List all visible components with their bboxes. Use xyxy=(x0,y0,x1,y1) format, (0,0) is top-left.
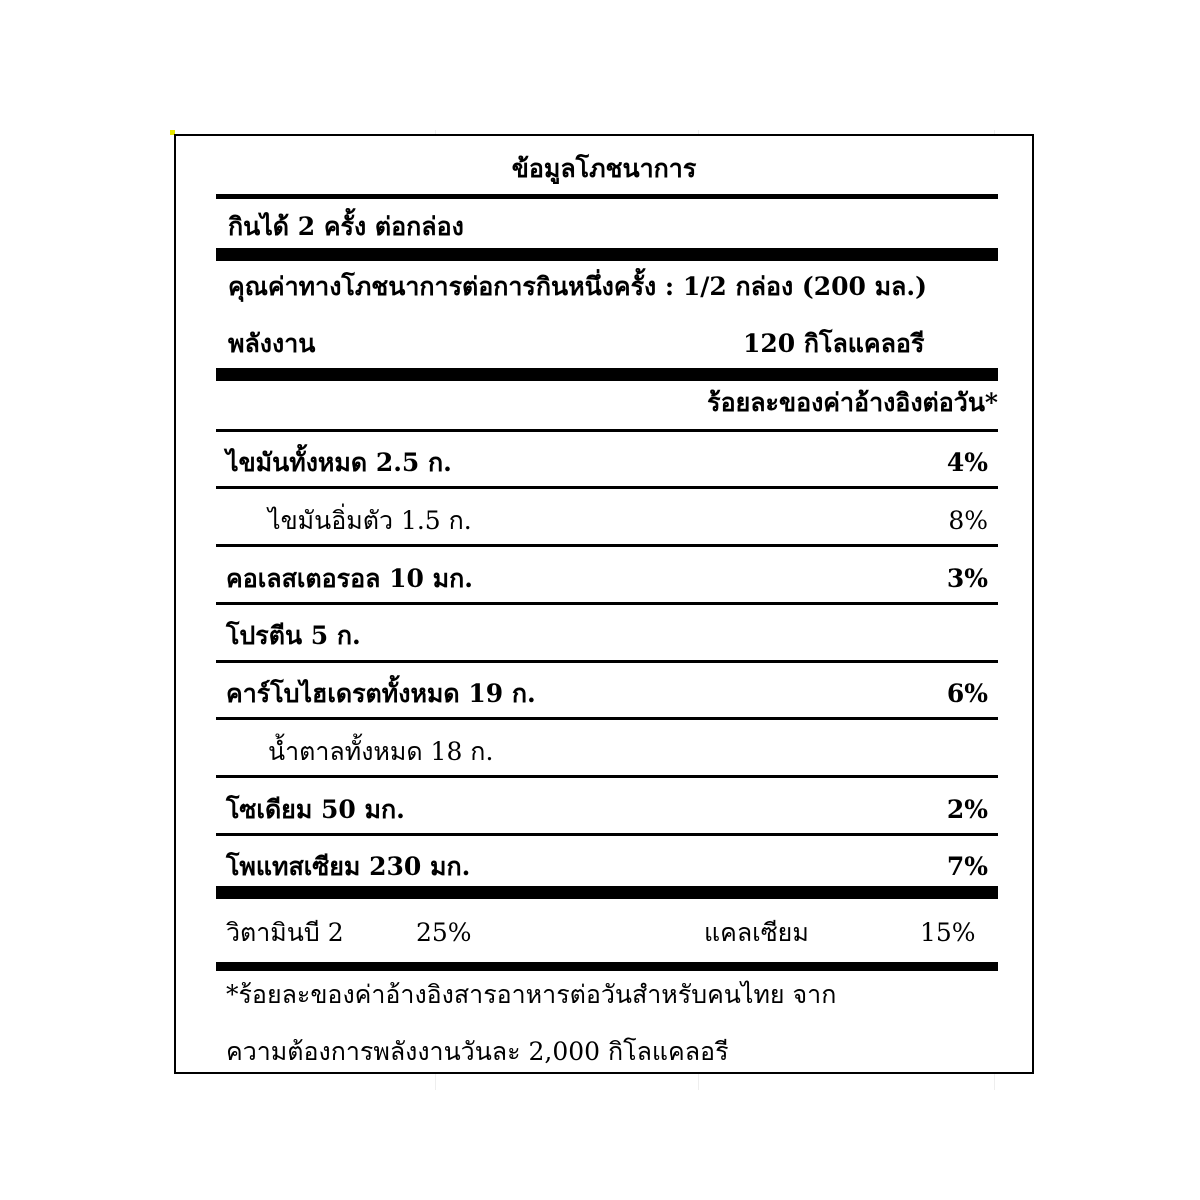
vitamin-b2-label: วิตามินบี 2 xyxy=(226,918,344,947)
nutrient-row-cholesterol xyxy=(226,564,988,594)
nutrient-name: โปรตีน 5 ก. xyxy=(226,621,361,650)
nutrient-pct: 8% xyxy=(948,506,988,535)
nutrient-row-potassium xyxy=(226,852,988,882)
rule xyxy=(216,660,998,663)
nutrient-row-total-fat xyxy=(226,448,988,478)
nutrient-row-sugars xyxy=(268,737,988,767)
rule xyxy=(216,248,998,261)
rule xyxy=(216,544,998,547)
nutrient-name: คอเลสเตอรอล 10 มก. xyxy=(226,564,473,593)
rule xyxy=(216,962,998,971)
nutrient-name: โซเดียม 50 มก. xyxy=(226,795,405,824)
rule xyxy=(216,486,998,489)
rule xyxy=(216,368,998,381)
nutrient-row-sodium xyxy=(226,795,988,825)
rule xyxy=(216,602,998,605)
nutrient-name: ไขมันอิ่มตัว 1.5 ก. xyxy=(268,506,472,535)
rule xyxy=(216,886,998,899)
servings-per-container: กินได้ 2 ครั้ง ต่อกล่อง xyxy=(228,212,464,241)
rule xyxy=(216,717,998,720)
footnote-line-1: *ร้อยละของค่าอ้างอิงสารอาหารต่อวันสำหรับคนไทย จาก xyxy=(226,980,837,1009)
nutrient-pct: 2% xyxy=(946,795,988,824)
dv-header: ร้อยละของค่าอ้างอิงต่อวัน* xyxy=(707,388,998,417)
nutrient-pct: 7% xyxy=(946,852,988,881)
energy-value: 120 กิโลแคลอรี xyxy=(743,329,925,358)
nutrient-pct: 6% xyxy=(946,679,988,708)
nutrient-row-carbohydrate xyxy=(226,679,988,709)
nutrition-label xyxy=(174,134,1034,1074)
nutrient-name: คาร์โบไฮเดรตทั้งหมด 19 ก. xyxy=(226,679,536,708)
calcium-pct: 15% xyxy=(920,918,976,947)
nutrient-name: ไขมันทั้งหมด 2.5 ก. xyxy=(226,448,452,477)
nutrient-row-saturated-fat xyxy=(268,506,988,536)
rule xyxy=(216,429,998,432)
nutrient-pct: 4% xyxy=(946,448,988,477)
calcium-label: แคลเซียม xyxy=(704,918,809,947)
footnote-line-2: ความต้องการพลังงานวันละ 2,000 กิโลแคลอรี xyxy=(226,1037,729,1066)
rule xyxy=(216,194,998,199)
energy-label: พลังงาน xyxy=(228,329,316,358)
nutrient-name: โพแทสเซียม 230 มก. xyxy=(226,852,471,881)
label-title: ข้อมูลโภชนาการ xyxy=(511,154,697,183)
vitamin-b2-pct: 25% xyxy=(416,918,472,947)
rule xyxy=(216,833,998,836)
serving-size: คุณค่าทางโภชนาการต่อการกินหนึ่งครั้ง : 1/2 กล่อง (200 มล.) xyxy=(228,272,927,301)
nutrient-name: น้ำตาลทั้งหมด 18 ก. xyxy=(268,737,494,766)
nutrient-row-protein xyxy=(226,621,988,651)
nutrient-pct: 3% xyxy=(946,564,988,593)
rule xyxy=(216,775,998,778)
energy-row xyxy=(228,329,998,359)
